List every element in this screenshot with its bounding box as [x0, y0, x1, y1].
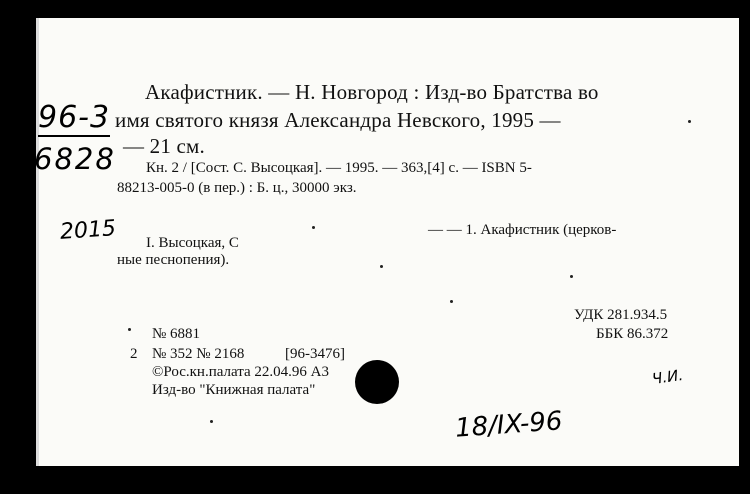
record-number: № 6881 [152, 326, 201, 342]
tracing-subject: — — 1. Акафистник (церков- [428, 222, 617, 238]
tracing-author: I. Высоцкая, С [146, 235, 239, 251]
card-publisher-line: имя святого князя Александра Невского, 1995 — [115, 108, 561, 132]
card-size-line: — 21 см. [123, 134, 205, 158]
handwritten-initials: Ч.И. [650, 365, 685, 389]
scan-speck [312, 226, 315, 229]
card-title-line: Акафистник. — Н. Новгород : Изд-во Братства во [145, 80, 599, 104]
record-numbers: № 352 № 2168 [152, 346, 245, 362]
publisher-imprint: Изд-во "Книжная палата" [152, 382, 316, 398]
card-volume-line: Кн. 2 / [Сост. С. Высоцкая]. — 1995. — 363,[4] с. — ISBN 5- [146, 160, 532, 176]
handwritten-call-number-bottom: 6828 [34, 142, 116, 176]
scan-speck [128, 328, 131, 331]
udk-code: УДК 281.934.5 [574, 307, 668, 323]
scan-speck [380, 265, 383, 268]
scan-speck [450, 300, 453, 303]
scan-speck [688, 120, 691, 123]
scan-speck [570, 275, 573, 278]
card-isbn-line: 88213-005-0 (в пер.) : Б. ц., 30000 экз. [117, 180, 357, 196]
tracing-subject-cont: ные песнопения). [117, 252, 230, 268]
bbk-code: ББК 86.372 [596, 326, 669, 342]
record-prefix: 2 [130, 346, 138, 362]
scan-speck [210, 420, 213, 423]
handwritten-date: 18/IX-96 [454, 406, 564, 444]
record-code: [96-3476] [285, 346, 345, 362]
handwritten-call-number-top: 96-3 [38, 100, 111, 135]
chamber-stamp: ©Рос.кн.палата 22.04.96 А3 [152, 364, 330, 380]
punch-hole [355, 360, 399, 404]
handwritten-mark: 2015 [59, 216, 117, 245]
